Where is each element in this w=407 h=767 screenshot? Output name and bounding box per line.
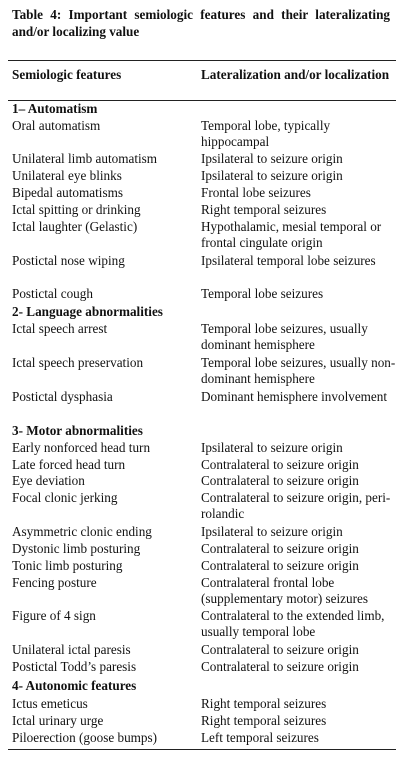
localization-cell: Right temporal seizures <box>201 696 327 711</box>
feature-cell: Postictal Todd’s paresis <box>12 659 137 674</box>
feature-cell: Ictal speech arrest <box>12 321 108 336</box>
localization-cell: Ipsilateral to seizure origin <box>201 151 343 166</box>
feature-cell: Fencing posture <box>12 575 97 590</box>
localization-cell: Contralateral to seizure origin <box>201 642 359 657</box>
localization-cell: Contralateral to seizure origin <box>201 473 359 488</box>
feature-cell: Bipedal automatisms <box>12 185 123 200</box>
localization-cell: Hypothalamic, mesial temporal or frontal cingulate origin <box>201 219 382 250</box>
localization-cell: Ipsilateral to seizure origin <box>201 168 343 183</box>
localization-cell: Frontal lobe seizures <box>201 185 311 200</box>
feature-cell: Oral automatism <box>12 118 101 133</box>
feature-cell: Ictal urinary urge <box>12 713 104 728</box>
localization-cell: Left temporal seizures <box>201 730 319 745</box>
column-header-features: Semiologic features <box>12 67 122 82</box>
localization-cell: Contralateral to seizure origin <box>201 659 359 674</box>
localization-cell: Temporal lobe, typically hippocampal <box>201 118 331 149</box>
feature-cell: Focal clonic jerking <box>12 490 118 505</box>
localization-cell: Temporal lobe seizures, usually non-dominant hemisphere <box>201 355 396 386</box>
section-title-autonomic: 4- Autonomic features <box>12 678 137 693</box>
localization-cell: Contralateral to seizure origin <box>201 558 359 573</box>
localization-cell: Right temporal seizures <box>201 202 327 217</box>
feature-cell: Tonic limb posturing <box>12 558 123 573</box>
localization-cell: Ipsilateral to seizure origin <box>201 524 343 539</box>
top-rule <box>8 60 396 61</box>
feature-cell: Unilateral ictal paresis <box>12 642 131 657</box>
feature-cell: Postictal nose wiping <box>12 253 125 268</box>
feature-cell: Unilateral eye blinks <box>12 168 122 183</box>
feature-cell: Ictal laughter (Gelastic) <box>12 219 138 234</box>
feature-cell: Unilateral limb automatism <box>12 151 158 166</box>
feature-cell: Dystonic limb posturing <box>12 541 141 556</box>
localization-cell: Contralateral to seizure origin <box>201 541 359 556</box>
feature-cell: Early nonforced head turn <box>12 440 151 455</box>
localization-cell: Contralateral to seizure origin <box>201 457 359 472</box>
section-title-automatism: 1– Automatism <box>12 101 98 116</box>
localization-cell: Contralateral to the extended limb, usually temporal lobe <box>201 608 385 639</box>
feature-cell: Figure of 4 sign <box>12 608 96 623</box>
feature-cell: Ictal spitting or drinking <box>12 202 141 217</box>
localization-cell: Temporal lobe seizures <box>201 286 324 301</box>
localization-cell: Contralateral to seizure origin, peri-rolandic <box>201 490 391 521</box>
feature-cell: Piloerection (goose bumps) <box>12 730 158 745</box>
localization-cell: Right temporal seizures <box>201 713 327 728</box>
feature-cell: Postictal cough <box>12 286 93 301</box>
feature-cell: Eye deviation <box>12 473 85 488</box>
localization-cell: Contralateral frontal lobe (supplementary motor) seizures <box>201 575 368 606</box>
feature-cell: Ictus emeticus <box>12 696 88 711</box>
localization-cell: Temporal lobe seizures, usually dominant hemisphere <box>201 321 368 352</box>
feature-cell: Ictal speech preservation <box>12 355 144 370</box>
localization-cell: Ipsilateral temporal lobe seizures <box>201 253 376 268</box>
bottom-rule <box>8 749 396 750</box>
table-title: Table 4: Important semiologic features and their lateralizating and/or localizing value <box>12 7 390 39</box>
section-title-motor: 3- Motor abnormalities <box>12 423 143 438</box>
feature-cell: Asymmetric clonic ending <box>12 524 152 539</box>
localization-cell: Ipsilateral to seizure origin <box>201 440 343 455</box>
section-title-language: 2- Language abnormalities <box>12 304 163 319</box>
feature-cell: Late forced head turn <box>12 457 126 472</box>
feature-cell: Postictal dysphasia <box>12 389 113 404</box>
localization-cell: Dominant hemisphere involvement <box>201 389 388 404</box>
column-header-lateralization: Lateralization and/or localization <box>201 67 390 82</box>
